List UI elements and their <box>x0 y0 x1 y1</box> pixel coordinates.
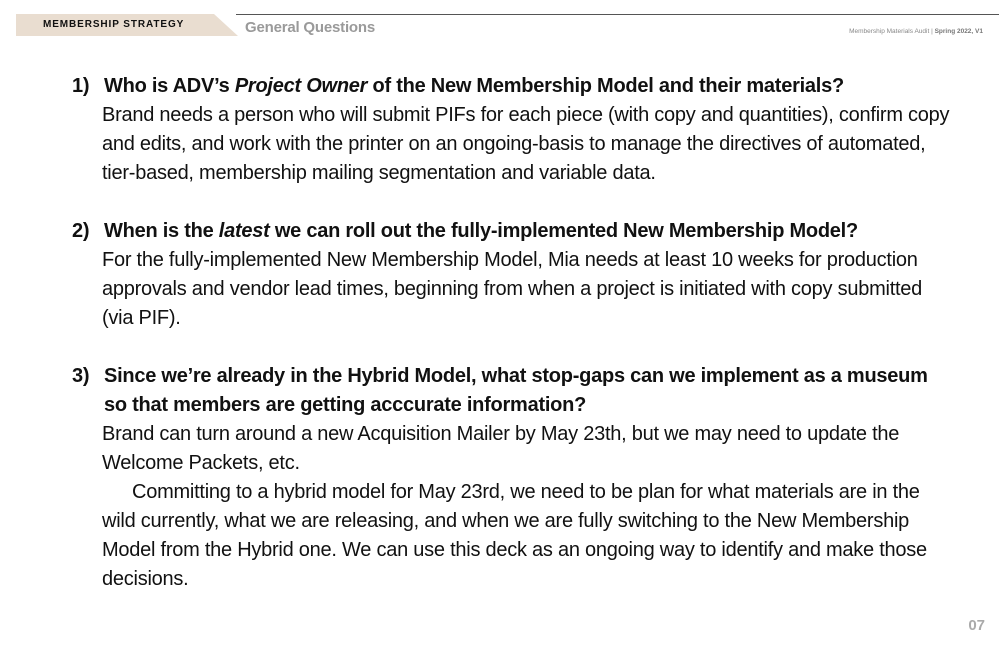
header-rule <box>236 14 999 15</box>
question-block-2 <box>72 217 952 333</box>
question-emphasis: Project Owner <box>234 75 368 97</box>
meta-date: Spring 2022, V1 <box>934 28 983 35</box>
question-emphasis: latest <box>218 220 270 242</box>
question-text: Who is ADV’s Project Owner of the New Membership Model and their materials? <box>104 75 844 97</box>
question-text: When is the latest we can roll out the fully-implemented New Membership Model? <box>104 220 858 242</box>
answer-text: Brand needs a person who will submit PIFs for each piece (with copy and quantities), confirm copy and edits, and work with the printer on an ongoing-basis to manage the directives of automated, tier-based, membership mailing segmentation and variable data. <box>102 104 950 184</box>
question-block-3 <box>72 362 952 594</box>
question-number: 2) <box>72 220 90 242</box>
question-number: 3) <box>72 365 90 387</box>
answer-text: Committing to a hybrid model for May 23rd, we need to be plan for what materials are in the wild currently, what we are releasing, and when we are fully switching to the New Membership Model from the Hybrid one. We can use this deck as an ongoing way to identify and make those decisions. <box>102 481 927 590</box>
question-number: 1) <box>72 75 90 97</box>
questions-list <box>72 72 952 623</box>
meta-doc: Membership Materials Audit <box>849 28 930 35</box>
answer-text: Brand can turn around a new Acquisition Mailer by May 23th, but we may need to update the Welcome Packets, etc. <box>102 423 900 474</box>
answer-text: For the fully-implemented New Membership Model, Mia needs at least 10 weeks for production approvals and vendor lead times, beginning from when a project is initiated with copy submitted (via PIF). <box>102 249 923 329</box>
question-text: Since we’re already in the Hybrid Model, what stop-gaps can we implement as a museum so that members are getting acccurate information? <box>104 365 928 416</box>
question-block-1 <box>72 72 952 188</box>
meta-separator: | <box>929 28 935 35</box>
page-title: General Questions <box>245 19 375 36</box>
section-tag-label: MEMBERSHIP STRATEGY <box>43 19 185 30</box>
document-meta <box>849 28 983 35</box>
page-number: 07 <box>968 617 985 634</box>
